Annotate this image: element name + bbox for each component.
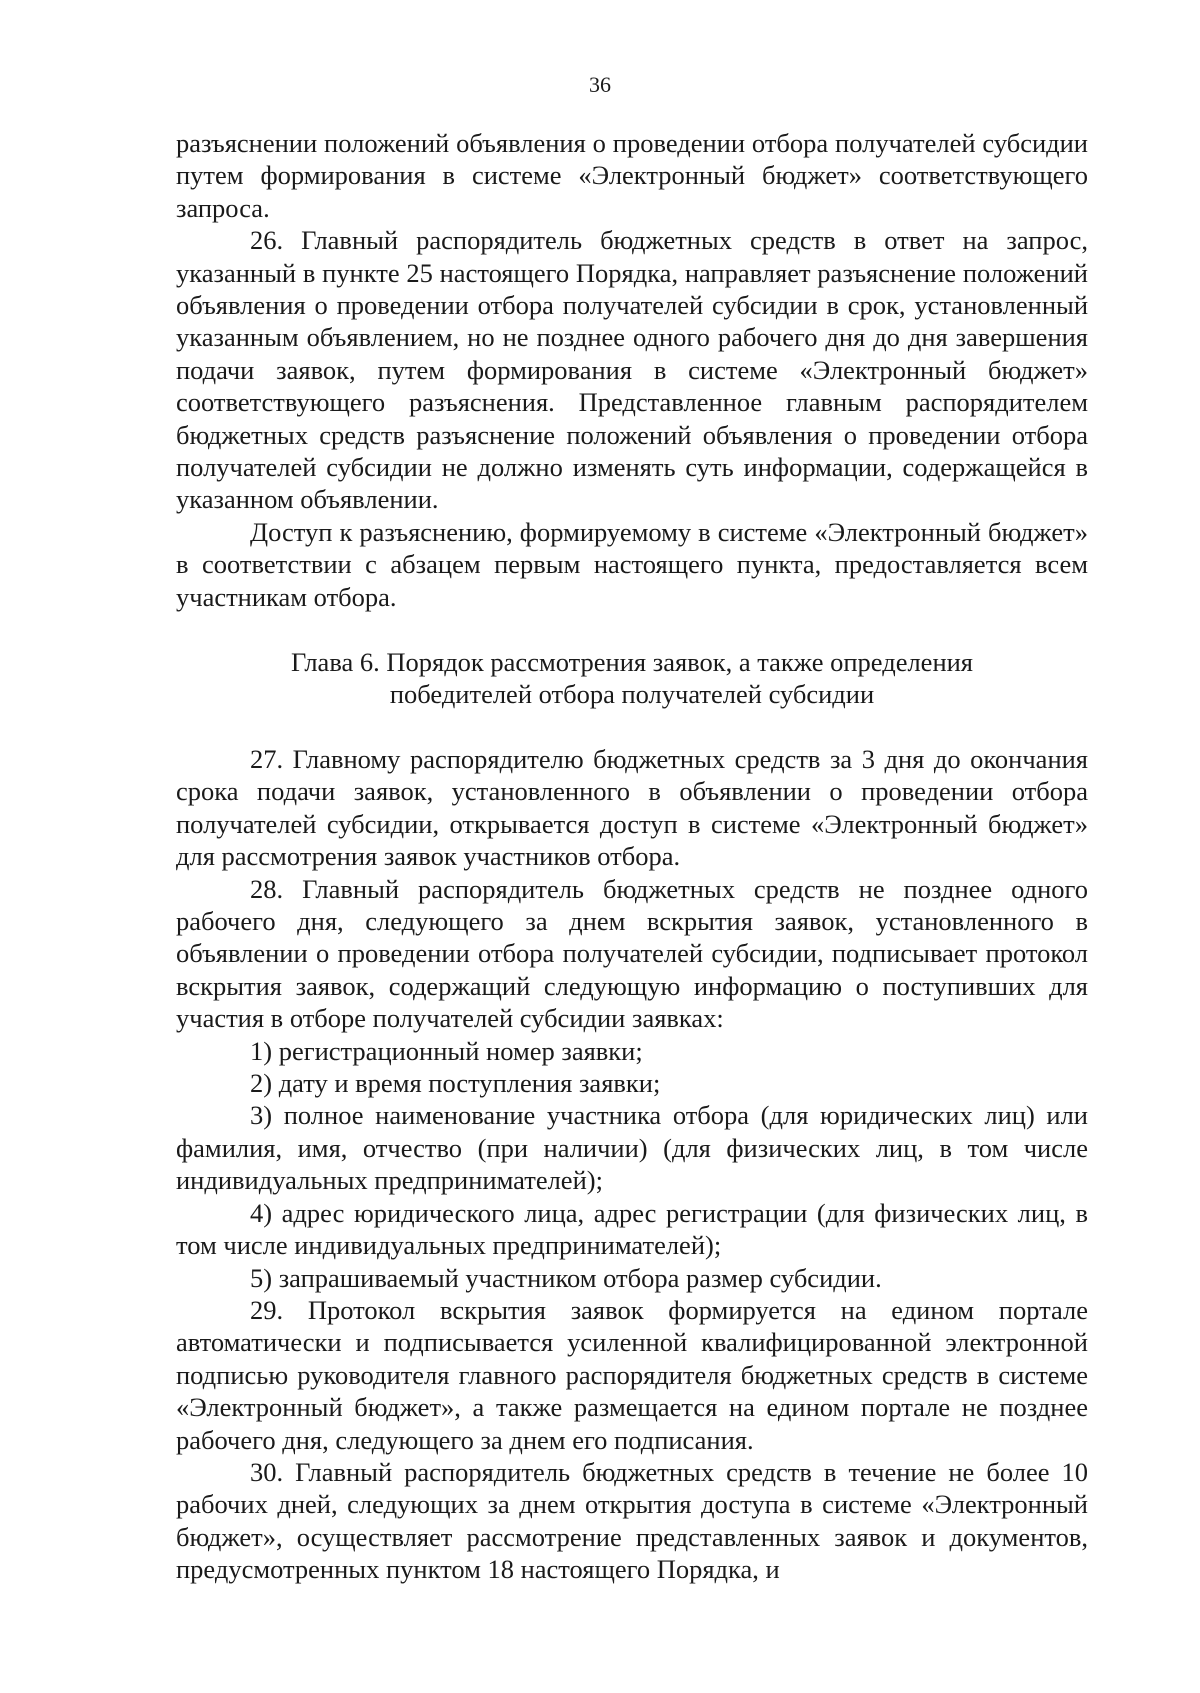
list-item: 3) полное наименование участника отбора (для юридических лиц) или фамилия, имя, отчество (при наличии) (для физических лиц, в том числе индивидуальных предпринимателей); [176,1100,1088,1196]
paragraph-30: 30. Главный распорядитель бюджетных средств в течение не более 10 рабочих дней, следующих за днем открытия доступа в системе «Электронный бюджет», осуществляет рассмотрение представленных заявок и документов, предусмотренных пунктом 18 настоящего Порядка, и [176,1456,1088,1585]
paragraph-27: 27. Главному распорядителю бюджетных средств за 3 дня до окончания срока подачи заявок, установленного в объявлении о проведении отбора получателей субсидии, открывается доступ в системе «Электронный бюджет» для рассмотрения заявок участников отбора. [176,744,1088,872]
text-block-top [176,127,1088,613]
paragraph-26-access: Доступ к разъяснению, формируемому в системе «Электронный бюджет» в соответствии с абзацем первым настоящего пункта, предоставляется всем участникам отбора. [176,516,1088,612]
chapter-heading [176,646,1088,711]
chapter-heading-line-1: Глава 6. Порядок рассмотрения заявок, а также определения [291,647,973,677]
paragraph-intro: разъяснении положений объявления о проведении отбора получателей субсидии путем формирования в системе «Электронный бюджет» соответствующего запроса. [176,128,1088,223]
paragraph-26: 26. Главный распорядитель бюджетных средств в ответ на запрос, указанный в пункте 25 настоящего Порядка, направляет разъяснение положений объявления о проведении отбора получателей субсидии в срок, установленный указанным объявлением, но не позднее одного рабочего дня до дня завершения подачи заявок, путем формирования в системе «Электронный бюджет» соответствующего разъяснения. Представленное главным распорядителем бюджетных средств разъяснение положений объявления о проведении отбора получателей субсидии не должно изменять суть информации, содержащейся в указанном объявлении. [176,225,1088,515]
list-item: 5) запрашиваемый участником отбора размер субсидии. [250,1262,882,1293]
paragraph-29: 29. Протокол вскрытия заявок формируется на едином портале автоматически и подписывается усиленной квалифицированной электронной подписью руководителя главного распорядителя бюджетных средств в системе «Электронный бюджет», а также размещается на едином портале не позднее рабочего дня, следующего за днем его подписания. [176,1294,1088,1455]
list-item: 4) адрес юридического лица, адрес регистрации (для физических лиц, в том числе индивидуальных предпринимателей); [176,1197,1088,1261]
text-block-bottom [176,743,1088,1586]
list-item: 1) регистрационный номер заявки; [250,1035,643,1066]
paragraph-28: 28. Главный распорядитель бюджетных средств не позднее одного рабочего дня, следующего за днем вскрытия заявок, установленного в объявлении о проведении отбора получателей субсидии, подписывает протокол вскрытия заявок, содержащий следующую информацию о поступивших для участия в отборе получателей субсидии заявках: [176,873,1088,1034]
page-number: 36 [589,72,611,97]
chapter-heading-line-2: победителей отбора получателей субсидии [389,679,875,710]
list-item: 2) дату и время поступления заявки; [250,1068,661,1099]
